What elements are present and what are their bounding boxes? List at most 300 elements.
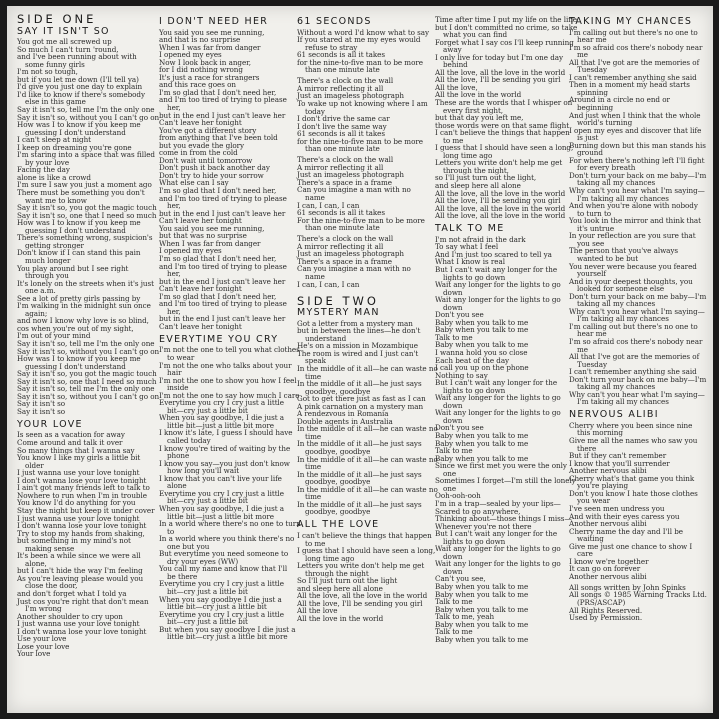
lyric-line: I can, I can, I can	[297, 200, 360, 210]
lyric-line: I ain't got many friends left to talk to	[17, 483, 150, 493]
lyric-line: to turn to	[577, 208, 612, 218]
lyric-line: All the love,	[435, 82, 478, 92]
lyric-line: Everytime you cry I cry just a little	[159, 579, 285, 589]
lyric-line: long time ago	[305, 553, 355, 563]
song-title: 61 SECONDS	[297, 16, 372, 27]
lyric-line: Baby when you talk to me	[435, 581, 529, 591]
lyric-line: Talk to me	[435, 597, 473, 607]
lyric-line: When I was far from danger	[159, 42, 261, 52]
lyric-line: time	[305, 371, 322, 381]
lyric-line: Cherry name the day and I'll be	[569, 526, 683, 536]
lyric-line: Time after time I put my life on the line	[435, 15, 578, 24]
lyric-line: but in the end I just can't leave her	[159, 208, 286, 218]
lyric-line: I'm so afraid cos there's nobody near	[569, 336, 703, 346]
lyric-line: I know that you can't live your life	[159, 473, 282, 483]
lyric-line: and that is no surprise	[159, 35, 241, 45]
lyric-line: It's just a race for strangers	[159, 72, 260, 82]
lyric-line: I know we're together	[569, 556, 649, 566]
lyric-line: down	[443, 566, 463, 576]
lyric-line: down	[443, 302, 463, 312]
lyric-line: Cherry what's that game you think	[569, 473, 695, 483]
lyric-line: so I'll just turn out the light,	[435, 173, 537, 183]
lyric-line: I'm so afraid cos there's nobody near	[569, 42, 703, 52]
lyric-line: In the middle of it all—he just says	[297, 439, 422, 449]
lyric-line: but something in my mind's not	[17, 536, 131, 546]
lyric-line: Around in a circle no end or	[569, 95, 670, 105]
lyric-line: I call you up on the phone	[435, 363, 529, 373]
lyric-line: Another nervous alibi	[569, 466, 647, 476]
lyric-line: Talk to me	[435, 332, 473, 342]
lyric-sheet	[7, 6, 713, 713]
lyric-line: refuse to stray	[305, 42, 358, 52]
lyric-line: Tuesday	[577, 359, 607, 369]
lyric-line: I just wanna use your love tonight	[17, 513, 140, 523]
lyric-line: guessing I don't understand	[25, 361, 126, 371]
lyric-line: speak	[305, 356, 326, 366]
lyric-line: And when you're alone with nobody	[569, 201, 698, 211]
lyric-line: Nowhere to run when I'm in trouble	[17, 490, 147, 500]
lyric-line: Say it isn't so, tell me I'm the only one	[17, 105, 155, 115]
lyric-line: Just an imageless photograph	[297, 170, 404, 180]
lyric-line: Don't try to hide your sorrow	[159, 170, 264, 180]
lyric-line: I don't live the same way	[297, 121, 387, 131]
lyric-line: I can't believe the things that happen	[297, 530, 432, 540]
lyric-line: goodbye, goodbye	[305, 446, 371, 456]
lyric-line: I'm not the one to say how much I care	[159, 390, 300, 400]
lyric-line: little bit—just a little bit more	[167, 420, 274, 430]
lyric-line: Lose your love	[17, 641, 70, 651]
lyric-line: I don't wanna lose your love tonight	[17, 475, 147, 485]
lyric-line: The room is wired and I just can't	[297, 348, 419, 358]
lyric-line: called today	[167, 436, 211, 446]
lyric-line: for the nine-to-five man to be more	[297, 136, 423, 146]
lyric-line: through the night	[305, 568, 369, 578]
lyric-line: you see	[577, 238, 605, 248]
lyric-line: Just an imageless photograph	[297, 91, 404, 101]
lyric-line: bit—cry just a little bit	[167, 496, 248, 506]
lyric-line: Facing the day	[17, 165, 70, 175]
lyric-line: I'm taking all my chances	[577, 397, 669, 407]
lyric-line: Can't you see,	[435, 574, 486, 584]
lyric-line: Baby when you talk to me	[435, 431, 529, 441]
lyric-line: Say it isn't so, you got the magic touch	[17, 203, 157, 213]
lyric-line: goodbye, goodbye	[305, 477, 371, 487]
lyric-line: for the nine-to-five man to be more	[297, 57, 423, 67]
lyric-line: The person that you've always	[569, 246, 679, 256]
lyric-line: it's untrue	[577, 223, 615, 233]
lyric-line: and I've been running about with	[17, 52, 137, 62]
lyric-line: alone,	[25, 558, 47, 568]
lyric-line: In a world where you think there's no	[159, 534, 295, 544]
lyric-line: those words were on that same flight	[435, 120, 570, 130]
lyric-line: spinning	[577, 87, 608, 97]
lyric-line: You said you see me running,	[159, 223, 265, 233]
lyric-line: And in your deepest thoughts, you	[569, 276, 693, 286]
lyric-line: Wait any longer for the lights to go	[435, 559, 561, 569]
lyric-line: In your reflection are you sure that	[569, 231, 696, 241]
lyric-line: Why can't you hear what I'm saying—	[569, 186, 705, 196]
lyric-line: Without a word I'd know what to say	[297, 27, 430, 37]
lyric-line: how long you'll wait	[167, 466, 240, 476]
lyric-line: Tuesday	[577, 65, 607, 75]
lyric-line: What I know is real	[435, 257, 505, 267]
lyric-line: her,	[167, 103, 181, 113]
lyric-line: but that day you left me,	[435, 113, 524, 123]
lyric-line: There's a space in a frame	[297, 256, 392, 266]
lyric-line: All the love, all the love in the world	[435, 203, 566, 213]
lyric-line: bit—cry just a little bit	[167, 586, 248, 596]
lyric-line: Don't wait until tomorrow	[159, 155, 253, 165]
lyric-line: older	[25, 460, 44, 470]
lyric-line: Say it isn't so, you got the magic touch	[17, 369, 157, 379]
lyric-line: Cherry where you been since nine	[569, 420, 693, 430]
lyric-line: there	[577, 443, 597, 453]
lyric-line: and sleep here all alone	[435, 181, 521, 191]
lyric-line: I've seen men undress you	[569, 503, 665, 513]
lyric-line: I'm so glad that I don't need her,	[159, 87, 277, 97]
lyric-line: and I'm too tired of trying to please	[159, 95, 287, 105]
lyric-line: Why can't you hear what I'm saying—	[569, 306, 705, 316]
lyric-line: but in the end I just can't leave her	[159, 314, 286, 324]
lyric-line: down	[443, 400, 463, 410]
lyric-line: There's a space in a frame	[297, 177, 392, 187]
lyric-line: There's a clock on the wall	[297, 234, 394, 244]
lyric-line: name	[305, 193, 325, 203]
lyric-line: Sometimes I forget—I'm still the lonely	[435, 476, 576, 486]
lyric-line: Baby when you talk to me	[435, 453, 529, 463]
lyric-line: How was I to know if you keep me	[17, 354, 141, 364]
lyric-line: All Rights Reserved.	[569, 605, 643, 615]
lyric-line: down	[443, 551, 463, 561]
lyric-line: There's a clock on the wall	[297, 76, 394, 86]
lyric-line: Ooh-ooh-ooh	[435, 491, 481, 501]
lyrics-column-4	[435, 15, 578, 647]
lyric-line: lights to go down	[443, 385, 506, 395]
lyric-line: I can't remember anything she said	[569, 72, 697, 82]
lyric-line: long time ago	[443, 150, 493, 160]
lyric-line: And with their eyes caress you	[569, 511, 680, 521]
lyric-line: little bit—cry just a little bit	[167, 602, 267, 612]
lyric-line: See a lot of pretty girls passing by	[17, 293, 141, 303]
lyric-line: I'm so glad that I don't need her,	[159, 291, 277, 301]
lyric-line: All the love, all the love in the world	[297, 591, 428, 601]
lyric-line: you're playing	[577, 481, 629, 491]
lyric-line: I'm not afraid in the dark	[435, 234, 526, 244]
lyric-line: I'm out of your mind	[17, 331, 91, 341]
lyric-line: behind	[443, 60, 468, 70]
lyric-line: All the love, all the love in the world	[435, 188, 566, 198]
lyric-line: and I'm too tired of trying to please	[159, 261, 287, 271]
lyric-line: You know I like my girls a little bit	[17, 453, 141, 463]
lyric-line: Don't turn your back on me baby—I'm	[569, 291, 707, 301]
lyric-line: I don't drive the same car	[297, 114, 390, 124]
lyric-line: (PRS/ASCAP)	[577, 598, 626, 608]
lyric-line: I'd give you just one day to explain	[17, 82, 143, 92]
lyric-line: I open my eyes and discover that life	[569, 125, 702, 135]
lyric-line: Say it isn't so, tell me I'm the only one	[17, 384, 155, 394]
lyric-line: So I'll just turn out the light	[297, 576, 398, 586]
lyric-line: 61 seconds is all it takes	[297, 208, 386, 218]
lyric-line: Use your love	[17, 634, 67, 644]
lyric-line: You know I'd do anything for you	[17, 498, 136, 508]
lyric-line: waiting	[577, 534, 604, 544]
lyric-line: Got to get there just as fast as I can	[297, 394, 426, 404]
lyric-line: So many things that I wanna say	[17, 445, 135, 455]
lyric-line: A rendezvous in Romania	[297, 409, 389, 419]
lyric-line: But when you say goodbye I die just a	[159, 624, 296, 634]
lyric-line: I'd like to know if there's somebody	[17, 89, 145, 99]
lyric-line: I keep on dreaming you're gone	[17, 142, 132, 152]
lyric-line: looked for someone else	[577, 284, 665, 294]
lyric-line: her,	[167, 201, 181, 211]
lyric-line: You look in the mirror and think that	[569, 216, 701, 226]
lyric-line: In the middle of it all—he just says	[297, 469, 422, 479]
lyric-line: It's lonely on the streets when it's just	[17, 278, 154, 288]
lyric-line: and this race goes on	[159, 80, 236, 90]
lyric-line: I don't wanna lose your love tonight	[17, 626, 147, 636]
lyric-line: understand	[305, 333, 347, 343]
lyric-line: than one minute late	[305, 223, 380, 233]
lyric-line: and I'm too tired of trying to please	[159, 299, 287, 309]
lyric-line: Say it isn't so, without you I can't go on	[17, 112, 160, 122]
lyric-line: So much I can't turn 'round,	[17, 44, 119, 54]
lyric-line: And I'm just too scared to tell ya	[435, 249, 552, 259]
song-title: EVERYTIME YOU CRY	[159, 333, 279, 345]
lyric-line: and now I know why love is so blind,	[17, 316, 149, 326]
lyric-line: taking all my chances	[577, 178, 656, 188]
lyric-line: this morning	[577, 428, 623, 438]
lyric-line: cos when you're out of my sight,	[17, 323, 134, 333]
lyric-line: I know it's late, I guess I should have	[159, 428, 293, 438]
lyric-line: I'm walking in the midnight sun once	[17, 301, 151, 311]
lyric-line: If you stared at me my eyes would	[297, 35, 421, 45]
lyric-line: How was I to know if you keep me	[17, 218, 141, 228]
lyric-line: Baby when you talk to me	[435, 634, 529, 644]
lyric-line: How was I to know if you keep me	[17, 120, 141, 130]
lyric-line: What else can I say	[159, 178, 229, 188]
lyric-line: you wear	[577, 496, 611, 506]
lyric-line: guessing I don't understand	[25, 127, 126, 137]
lyric-line: to wear	[167, 353, 195, 363]
lyric-line: Talk to me	[435, 446, 473, 456]
lyric-line: some funny girls	[25, 59, 85, 69]
lyric-line: But if they can't remember	[569, 451, 667, 461]
lyric-line: I opened my eyes	[159, 246, 222, 256]
lyric-line: Say it isn't so	[17, 399, 66, 409]
lyric-line: from anything that I've been told	[159, 133, 278, 143]
lyric-line: In the middle of it all—he can waste no	[297, 454, 438, 464]
lyric-line: Another shoulder to cry upon	[17, 611, 123, 621]
lyric-line: time	[305, 462, 322, 472]
lyric-line: Baby when you talk to me	[435, 619, 529, 629]
lyric-line: but in the end I just can't leave her	[159, 276, 286, 286]
lyric-line: Used by Permission.	[569, 613, 643, 623]
song-title: MYSTERY MAN	[297, 307, 380, 319]
lyric-line: Say it isn't so, one that I need so much	[17, 210, 157, 220]
lyrics-column-3	[297, 16, 438, 626]
lyric-line: beginning	[577, 103, 614, 113]
lyric-line: I can, I can, I can	[297, 279, 360, 289]
lyric-line: Don't turn your back on me baby—I'm	[569, 170, 707, 180]
lyric-line: Burning down but this man stands his	[569, 140, 706, 150]
song-title: YOUR LOVE	[17, 418, 83, 430]
lyric-line: world's turning	[577, 118, 633, 128]
lyric-line: for every breath	[577, 163, 636, 173]
lyric-line: little bit—just a little bit more	[167, 511, 274, 521]
lyric-line: Don't turn your back on me baby—I'm	[569, 374, 707, 384]
lyric-line: and sleep here all alone	[297, 583, 383, 593]
lyric-line: In the middle of it all—he can waste no	[297, 424, 438, 434]
lyric-line: A mirror reflecting it all	[297, 83, 384, 93]
lyric-line: Give me all the names who saw you	[569, 436, 698, 446]
lyric-line: To wake up not knowing where I am	[297, 98, 428, 108]
lyric-line: Say it isn't so, one that I need so much	[17, 376, 157, 386]
lyric-line: phone	[167, 451, 190, 461]
lyric-line: All songs © 1985 Warning Tracks Ltd.	[569, 590, 707, 600]
lyric-line: Wait any longer for the lights to go	[435, 280, 561, 290]
lyric-line: to me	[305, 538, 326, 548]
lyric-line: I can't sleep at night	[17, 135, 91, 145]
lyric-line: bit—cry just a little bit	[167, 405, 248, 415]
lyric-line: All the love, I'll be sending you girl	[297, 598, 423, 608]
lyric-line: for I did nothing wrong	[159, 65, 243, 75]
lyric-line: than one minute late	[305, 144, 380, 154]
lyric-line: For the nine-to-five man to be more	[297, 215, 425, 225]
lyric-line: But I can't wait any longer for the	[435, 529, 558, 539]
song-title: SAY IT ISN'T SO	[17, 25, 110, 37]
lyric-line: In the middle of it all—he just says	[297, 499, 422, 509]
lyric-line: name	[305, 272, 325, 281]
lyric-line: Double agents in Australia	[297, 416, 393, 426]
lyric-line: one	[443, 483, 457, 493]
lyric-line: Can you imagine a man with no	[297, 264, 411, 274]
lyric-line: Can't leave her tonight	[159, 321, 242, 331]
lyric-line: every first night,	[443, 105, 504, 115]
lyric-line: Then in a moment my head starts	[569, 80, 690, 90]
lyric-line: inside	[167, 383, 189, 393]
lyric-line: You call my name and know that I'll	[159, 564, 288, 574]
lyric-line: alone is like a crowd	[17, 172, 91, 182]
lyric-line: Don't push it back another day	[159, 163, 270, 173]
lyric-line: Another nervous alibi	[569, 519, 647, 529]
lyric-line: Don't you see	[435, 423, 484, 433]
lyric-line: All the love in the world	[435, 90, 522, 100]
lyric-line: Talk to me, yeah	[435, 612, 495, 622]
lyric-line: Can't leave her tonight	[159, 118, 242, 128]
lyric-line: But everytime you need someone to	[159, 549, 289, 559]
lyric-line: much longer	[25, 255, 71, 265]
lyric-line: Baby when you talk to me	[435, 438, 529, 448]
lyric-line: ground	[577, 148, 603, 158]
lyric-line: Say it isn't so, without you I can't go on	[17, 391, 160, 401]
lyric-line: I don't wanna lose your love tonight	[17, 521, 147, 531]
lyric-line: Say it isn't so, tell me I'm the only one	[17, 338, 155, 348]
lyric-line: Say it isn't so, without you I can't go on	[17, 346, 160, 356]
lyric-line: but in the end I just can't leave her	[159, 110, 286, 120]
lyrics-column-1	[17, 12, 160, 661]
lyric-line: You've got a different story	[159, 125, 257, 135]
lyric-line: hear me	[577, 35, 607, 45]
side-heading: SIDE ONE	[17, 12, 97, 26]
lyric-line: It's been a while since we were all	[17, 551, 141, 561]
lyric-line: else in this game	[25, 97, 86, 107]
lyric-line: A mirror reflecting it all	[297, 241, 384, 251]
lyric-line: to	[167, 526, 175, 536]
lyric-line: yourself	[577, 269, 606, 279]
lyric-line: Don't you see	[435, 310, 484, 320]
lyric-line: her,	[167, 306, 181, 316]
lyric-line: her,	[167, 269, 181, 279]
lyric-line: He's on a mission in Mozambique	[297, 341, 418, 351]
lyric-line: Just cos you're right that don't mean	[17, 596, 149, 606]
lyric-line: Come around and talk it over	[17, 438, 123, 448]
lyric-line: Since we first met you were the only	[435, 461, 567, 471]
lyric-line: me	[577, 344, 588, 354]
lyrics-column-5	[569, 16, 705, 625]
lyric-line: come in from the cold	[159, 148, 238, 158]
lyric-line: I'm taking all my chances	[577, 314, 669, 324]
lyric-line: and don't forget what I told ya	[17, 588, 127, 598]
lyric-line: I know you say—you just don't know	[159, 458, 290, 468]
lyric-line: When you say goodbye I die just a	[159, 594, 282, 604]
lyric-line: All that I've got are the memories of	[569, 57, 700, 67]
lyric-line: Baby when you talk to me	[435, 317, 529, 327]
lyric-line: Is seen as a vacation for away	[17, 430, 125, 440]
lyric-line: A mirror reflecting it all	[297, 162, 384, 172]
lyric-line: All the love	[297, 606, 338, 616]
lyric-line: In the middle of it all—he can waste no	[297, 484, 438, 494]
lyric-line: A pink carnation on a mystery man	[297, 401, 424, 411]
lyric-line: Another nervous alibi	[569, 571, 647, 581]
lyric-line: Can't leave her tonight	[159, 216, 242, 226]
lyric-line: Don't know if I can stand this pain	[17, 248, 141, 258]
lyric-line: dry your eyes (WW)	[167, 556, 239, 566]
lyric-line: time	[305, 492, 322, 502]
lyric-line: guessing I don't understand	[25, 225, 126, 235]
lyric-line: through the night,	[443, 165, 509, 175]
lyric-line: I wanna hold you so close	[435, 348, 528, 358]
lyric-line: Forget what I say cos I'll keep running	[435, 37, 574, 47]
lyric-line: Talk to me	[435, 627, 473, 637]
lyric-line: be there	[167, 571, 198, 581]
lyric-line: And just when I think that the whole	[569, 110, 701, 120]
lyric-line: care	[577, 549, 593, 559]
lyric-line: In the middle of it all—he just says	[297, 379, 422, 389]
lyric-line: But I can't wait any longer for the	[435, 378, 558, 388]
lyric-line: one but you	[167, 541, 210, 551]
lyric-line: Just an imageless photograph	[297, 249, 404, 259]
lyric-line: one a.m.	[25, 286, 56, 296]
lyric-line: I guess that I should have seen a long,	[297, 546, 436, 556]
lyric-line: I'm so glad that I don't need her,	[159, 253, 277, 263]
lyric-line: making sense	[25, 543, 75, 553]
lyric-line: When you say goodbye, I die just a	[159, 413, 285, 423]
lyric-line: than one minute late	[305, 65, 380, 75]
lyric-line: All the love in the world	[297, 613, 384, 623]
lyric-line: I can't believe the things that happen	[435, 128, 570, 138]
lyric-line: I'm in a trap—sealed by your lips—	[435, 498, 561, 508]
lyric-line: alone	[167, 481, 187, 491]
lyric-line: When I was far from danger	[159, 238, 261, 248]
lyric-line: Can't leave her tonight	[159, 284, 242, 294]
lyric-line: by your love	[25, 157, 70, 167]
lyric-line: I just wanna use your love tonight	[17, 468, 140, 478]
lyric-line: I'm calling out but there's no one to	[569, 27, 698, 37]
song-title: TAKING MY CHANCES	[569, 16, 693, 27]
lyric-line: Everytime you cry I cry just a little	[159, 488, 285, 498]
song-title: NERVOUS ALIBI	[569, 409, 659, 421]
lyric-line: down	[443, 415, 463, 425]
